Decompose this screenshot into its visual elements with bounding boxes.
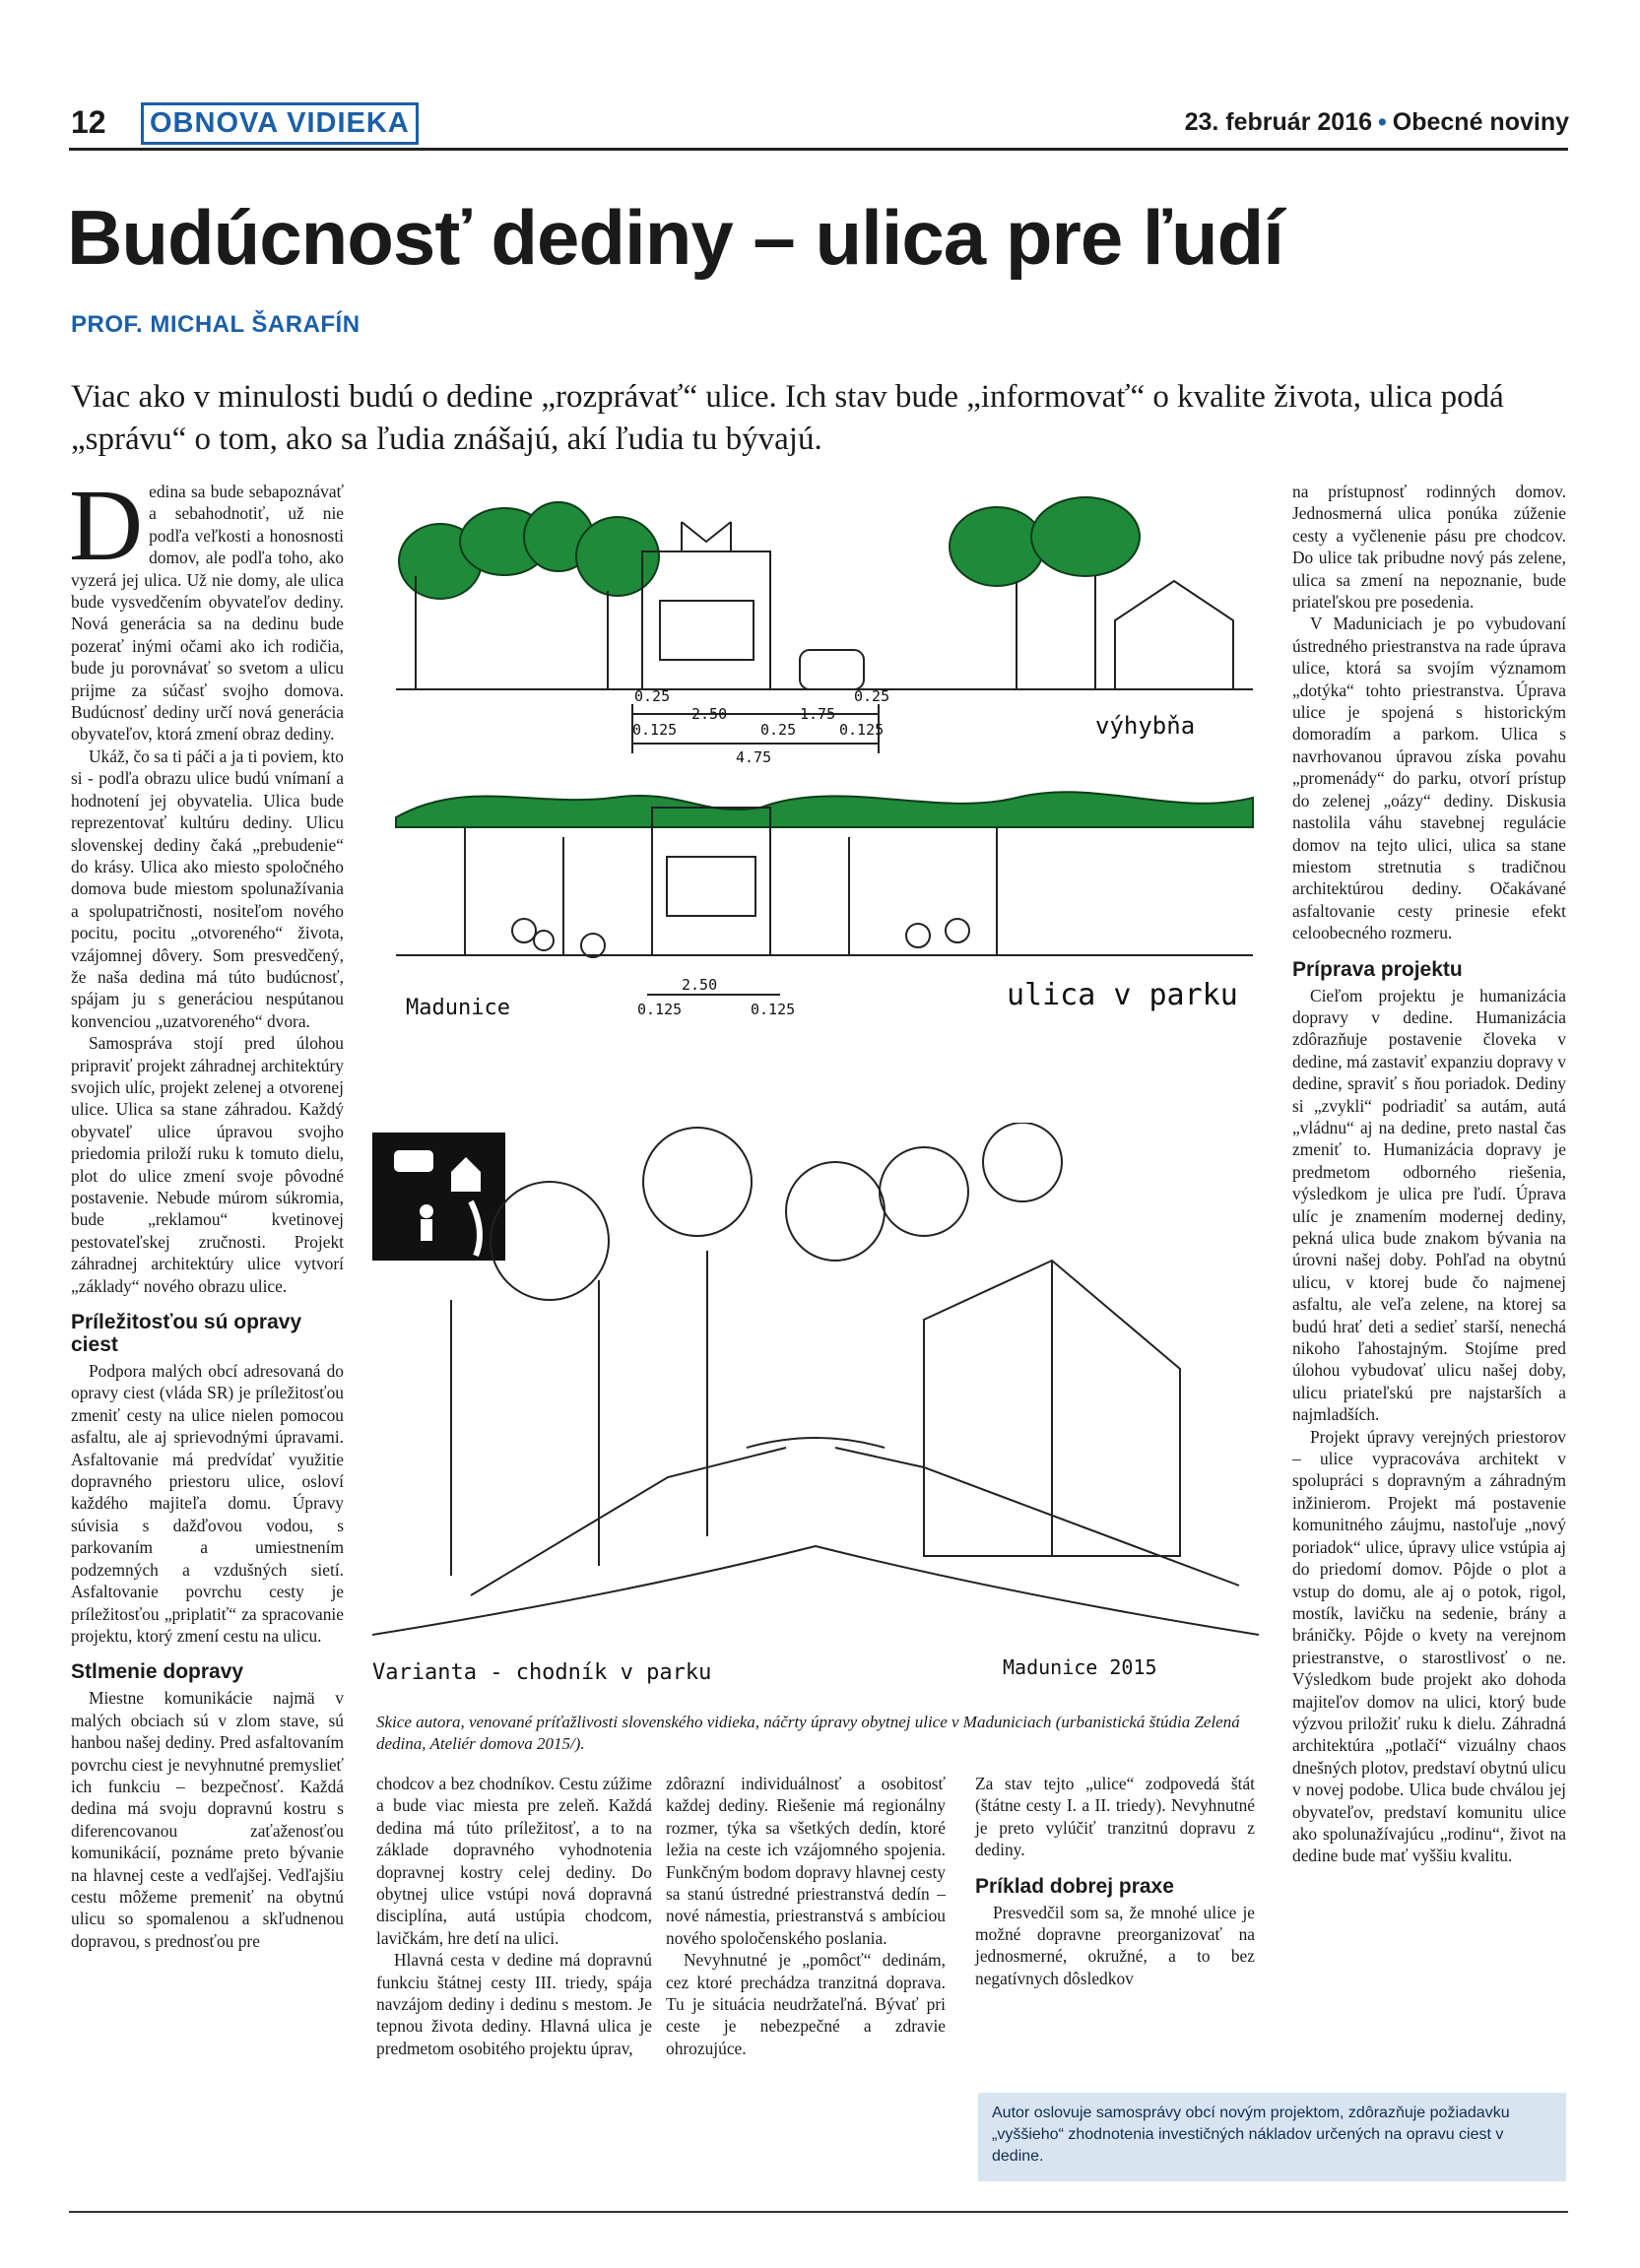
issue-date: 23. február 2016 [1184, 108, 1373, 136]
subheading: Príprava projektu [1292, 957, 1463, 981]
article-column-1 [69, 469, 344, 1952]
paragraph: Dedina sa bude sebapoznávať a sebahodnotiť, už nie podľa veľkosti a honosnosti domov, ale podľa toho, ako vyzerá jej ulica. Už nie domy, ale ulica bude vysvedčením obyvateľov dediny. Nová generácia sa na dedinu bude pozerať inými očami ako ich rodičia, bude ju porovnávať so svetom a ulicu prijme za súčasť svojho domova. Budúcnosť dediny určí nová generácia obyvateľov, ktorá zmení obraz dediny. [69, 469, 344, 745]
pedestrian-icon [420, 1204, 433, 1218]
article-title: Budúcnosť dediny – ulica pre ľudí [67, 194, 1283, 281]
dimension-label: 0.125 [637, 1001, 683, 1018]
paragraph: Miestne komunikácie najmä v malých obciach sú v zlom stave, sú hanbou našej dediny. Pred asfaltovaním povrchu ciest je nevyhnutné premyslieť ich funkciu – bezpečnosť. Každá dedina má svoju dopravnú kostru s diferencovanou zaťaženosťou komunikácií, poznáme preto bývanie na hlavnej ceste a vedľajšej. Vedľajšiu cestu môžeme premeniť na obytnú ulicu so spomalenou a skľudnenou dopravou, s prednosťou pre [71, 1688, 344, 1951]
header-rule [69, 148, 1568, 151]
paragraph: Nevyhnutné je „pomôcť“ dedinám, cez ktoré prechádza tranzitná doprava. Tu je situácia neudržateľná. Bývať pri ceste je nebezpečné a zdravie ohrozujúce. [666, 1950, 946, 2058]
article-lead: Viac ako v minulosti budú o dedine „rozprávať“ ulice. Ich stav bude „informovať“ o kvalite života, ulica podá „správu“ o tom, ako sa ľudia znášajú, akí ľudia tu bývajú. [71, 379, 1504, 457]
paragraph: Cieľom projektu je humanizácia dopravy v dedine. Humanizácia zdôrazňuje postavenie človeka v dedine, má zastaviť expanziu dopravy v dedine, spraviť s ňou poriadok. Dediny si „zvykli“ podriadiť sa autám, autá „vládnu“ aj na dedine, preto nastal čas zmeniť to. Humanizácia dopravy je predmetom odborného riešenia, výsledkom je ulica pre ľudí. Úprava ulíc je znamením modernej dediny, pekná ulica bude znakom bývania na úrovni našej doby. Pohľad na obytnú ulicu, v ktorej bude čo najmenej asfaltu, ale veľa zelene, na ktorej sa budú hrať deti a sedieť starší, nenechá nikoho ľahostajným. Stojíme pred úlohou vybudovať ulicu našej doby, ulicu priateľskú pre najstarších a najmladších. [1292, 985, 1566, 1425]
dimension-label: 0.25 [854, 687, 890, 705]
paragraph: Ukáž, čo sa ti páči a ja ti poviem, kto si - podľa obrazu ulice budú vnímaní a hodnotení jej obyvatelia. Ulica bude reprezentovať kultúru dediny. Ulicu slovenskej dediny čaká „prebudenie“ do krásy. Ulica ako miesto spoločného domova bude miestom spolunažívania a spolupatričnosti, nositeľom nového pocitu, pocitu „otvoreného“ života, vzájomnej dôvery. Som presvedčený, že naša dedina má túto budúcnosť, spájam ju s generáciou nespútanou konvenciou „uzatvoreného“ dvora. [71, 745, 344, 1031]
car-outline [800, 650, 864, 689]
paragraph: zdôrazní individuálnosť a osobitosť každej dediny. Riešenie má regionálny rozmer, týka sa všetkých dedín, ktoré ležia na ceste ich vzájomného spojenia. Funkčným bodom dopravy hlavnej cesty sa stanú ústredné priestranstvá dedín – nové námestia, priestranstvá s ambíciou nového spoločenského poslania. [666, 1774, 946, 1948]
subheading: Stlmenie dopravy [71, 1660, 244, 1684]
article-author: PROF. MICHAL ŠARAFÍN [71, 311, 361, 338]
publication-name: Obecné noviny [1392, 108, 1569, 136]
callout-box: Autor oslovuje samosprávy obcí novým projektom, zdôrazňuje požiadavku „vyššieho“ zhodnotenia investičných nákladov určených na opravu ciest v dedine. [978, 2093, 1566, 2181]
paragraph: Podpora malých obcí adresovaná do opravy ciest (vláda SR) je príležitosťou zmeniť cesty na ulice nielen pomocou asfaltu, ale aj sprievodnými úpravami. Asfaltovanie má predvídať využitie dopravného priestoru ulice, osloví každého majiteľa domu. Úpravy súvisia s dažďovou vodou, s parkovaním a umiestnením podzemných a vzdušných sietí. Asfaltovanie povrchu cesty je príležitosťou „priplatiť“ za spracovanie projektu, ktorý zmení cestu na ulicu. [71, 1361, 344, 1646]
dimension-label: 2.50 [691, 705, 728, 723]
sketch-label-varianta: Varianta - chodník v parku [372, 1660, 712, 1685]
paragraph: Presvedčil som sa, že mnohé ulice je možné dopravne preorganizovať na jednosmerné, okružné, a to bez negatívnych dôsledkov [975, 1902, 1255, 1988]
shared-street-sign [372, 1133, 505, 1261]
article-column-5 [1292, 481, 1566, 1867]
street-section-sketch [386, 483, 1263, 1069]
paragraph: Projekt úpravy verejných priestorov – ulice vypracováva architekt v spolupráci s dopravným a záhradným inžinierom. Projekt má postavenie komunitného záujmu, nastoľuje „nový poriadok“ ulice, úpravy ulice vstúpia aj do priedomí domov. Pôjde o plot a vstup do domu, ale aj o potok, rigol, mostík, lavičku na sedenie, brány a bráničky. Pôjde o kvety na verejnom priestranstve, o starostlivosť o ne. Výsledkom bude projekt ako dohoda majiteľov domov na ulici, ktorý bude výzvou priložiť ruku k dielu. Záhradná architektúra „potlačí“ vizuálny chaos dnešných plotov, predstaví obytnú ulicu v novej podobe. Ulica bude chválou jej obyvateľov, predstaví komunitu ulice ako spolunažívajúcu „rodinu“, život na dedine bude mať vyššiu kvalitu. [1292, 1426, 1566, 1866]
separator-dot: • [1378, 108, 1387, 136]
section-label: OBNOVA VIDIEKA [141, 102, 419, 145]
paragraph: chodcov a bez chodníkov. Cestu zúžime a bude viac miesta pre zeleň. Každá dedina má túto príležitosť, a to na základe dopravného vyhodnotenia dopravnej kostry celej dediny. Do obytnej ulice vstúpi nová dopravná disciplína, autá ustúpia chodcom, lavičkám, hre detí na ulici. [376, 1774, 652, 1948]
article-column-2 [376, 1773, 652, 2059]
footer-rule [69, 2211, 1568, 2213]
paragraph: Za stav tejto „ulice“ zodpovedá štát (štátne cesty I. a II. triedy). Nevyhnutné je preto vylúčiť tranzitnú dopravu z dediny. [975, 1774, 1255, 1860]
article-column-3 [666, 1773, 946, 2059]
drop-cap: D [69, 469, 144, 582]
dimension-label: 0.125 [632, 721, 678, 739]
bus-outline [652, 808, 770, 955]
sketch-label-vyhybna: výhybňa [1095, 712, 1196, 740]
paragraph: Hlavná cesta v dedine má dopravnú funkciu štátnej cesty III. triedy, spája navzájom dediny i dedinu s mestom. Je tepnou života dediny. Hlavná ulica je predmetom osobitého projektu úprav, [376, 1950, 652, 2058]
tree-canopies-bottom [396, 792, 1253, 827]
dimension-label: 0.25 [760, 721, 797, 739]
dimension-label: 1.75 [800, 705, 836, 723]
sketch-signature: Madunice 2015 [1003, 1655, 1157, 1679]
dimension-label: 0.25 [634, 687, 671, 705]
dimension-label: 2.50 [682, 976, 718, 994]
paragraph: V Maduniciach je po vybudovaní ústredného priestranstva na rade úprava ulice, ktorá sa svojím významom „dotýka“ tohto priestranstva. Úprava ulice je spojená s historickým domoradím a parkom. Ulica s navrhovanou úpravou získa povahu „promenády“ do parku, otvorí prístup do zelenej „oázy“ dediny. Diskusia nastolila váhu stavebnej regulácie domov na tejto ulici, ulica sa stane miestom stretnutia s tradičnou architektúrou dediny. Očakávané asfaltovanie cesty prinesie efekt celoobecného rozmeru. [1292, 614, 1566, 943]
pictogram-shared-street [372, 1133, 505, 1261]
bus-outline [642, 551, 770, 689]
dimension-total: 4.75 [736, 748, 772, 766]
paragraph: na prístupnosť rodinných domov. Jednosmerná ulica ponúka zúženie cesty a vyčlenenie pásu pre chodcov. Do ulice tak pribudne nový pás zelene, ulica sa zmení na nepoznanie, bude priateľskou pre posedenia. [1292, 482, 1566, 613]
dimension-label: 0.125 [751, 1001, 796, 1018]
subheading: Príležitosťou sú opravy ciest [71, 1311, 302, 1357]
dimension-label: 0.125 [839, 721, 885, 739]
article-column-4 [975, 1773, 1255, 1989]
car-icon [394, 1150, 433, 1172]
page-number: 12 [71, 104, 106, 140]
sketch-label-madunice: Madunice [406, 996, 510, 1020]
sketch-label-ulica: ulica v parku [1007, 978, 1238, 1012]
subheading: Príklad dobrej praxe [975, 1874, 1174, 1898]
street-perspective-sketch [372, 1123, 1259, 1704]
paragraph: Samospráva stojí pred úlohou pripraviť projekt záhradnej architektúry svojich ulíc, projekt zelenej a otvorenej ulice. Ulica sa stane záhradou. Každý obyvateľ ulice úpravou svojho priedomia priloží ruku k tomuto dielu, plot do ulice zmení svoje pôvodné postavenie. Nebude múrom súkromia, bude „reklamou“ kvetinovej pestovateľskej zručnosti. Projekt záhradnej architektúry ulice vytvorí „základy“ nového obrazu ulice. [71, 1033, 344, 1296]
issue-info [1185, 108, 1569, 137]
figure-caption: Skice autora, venované príťažlivosti slovenského vidieka, náčrty úpravy obytnej ulice v Maduniciach (urbanistická štúdia Zelená dedina, Ateliér domova 2015/). [376, 1713, 1240, 1753]
